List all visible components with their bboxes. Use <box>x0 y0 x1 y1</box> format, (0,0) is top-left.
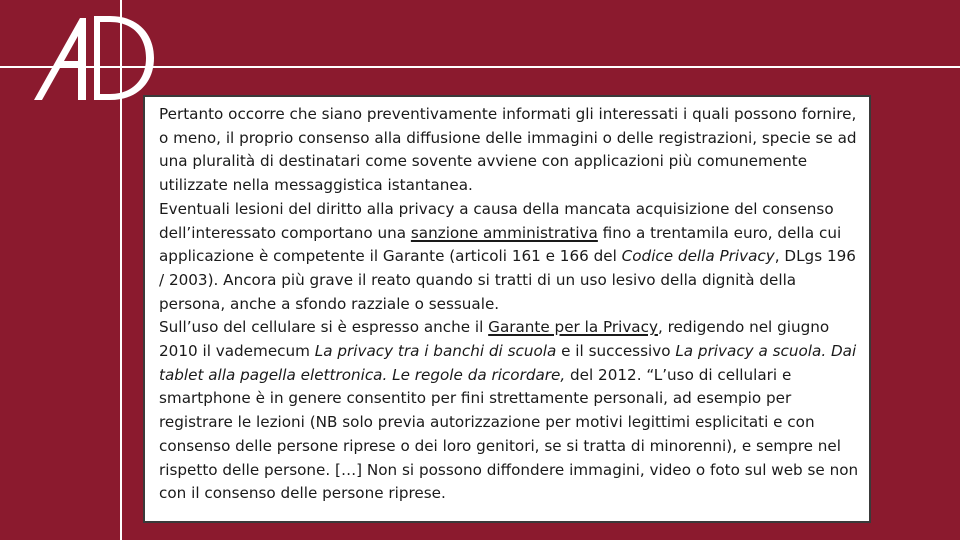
vademecum-title: La privacy tra i banchi di scuola <box>314 342 557 361</box>
ad-logo <box>30 8 160 108</box>
link-garante-privacy[interactable]: Garante per la Privacy <box>488 318 658 337</box>
paragraph-garante: Sull’uso del cellulare si è espresso anche il Garante per la Privacy, redigendo nel giugno 2010 il vademecum La privacy tra i banchi di scuola e il successivo La privacy a scuola. Dai tablet alla pagella elettronica. Le regole da ricordare, del 2012. “L’uso di cellulari e smartphone è in genere consentito per fini strettamente personali, ad esempio per registrare le lezioni (NB solo previa autorizzazione per motivi legittimi esplicitati e con consenso delle persone riprese o dei loro genitori, se si tratta di minorenni), e sempre nel rispetto delle persone. […] Non si possono diffondere immagini, video o foto sul web se non con il consenso delle persone riprese. <box>159 318 859 503</box>
link-sanzione-amministrativa[interactable]: sanzione amministrativa <box>410 223 598 242</box>
codice-privacy-title: Codice della Privacy <box>621 247 775 266</box>
paragraph-sanctions: Eventuali lesioni del diritto alla privacy a causa della mancata acquisizione del consenso dell’interessato comportano una sanzione amministrativa fino a trentamila euro, della cui applicazione è competente il Garante (articoli 161 e 166 del Codice della Privacy, DLgs 196 / 2003). Ancora più grave il reato quando si tratti di un uso lesivo della dignità della persona, anche a sfondo razziale o sessuale. <box>159 199 856 313</box>
vademecum-2012-title: La privacy a scuola. Dai tablet alla pagella elettronica. Le regole da ricordare, <box>159 342 857 384</box>
paragraph-consent: Pertanto occorre che siano preventivamente informati gli interessati i quali possono fornire, o meno, il proprio consenso alla diffusione delle immagini o delle registrazioni, specie se ad una pluralità di destinatari come sovente avviene con applicazioni più comunemente utilizzate nella messaggistica istantanea. <box>159 105 857 195</box>
main-text-box <box>143 95 871 523</box>
